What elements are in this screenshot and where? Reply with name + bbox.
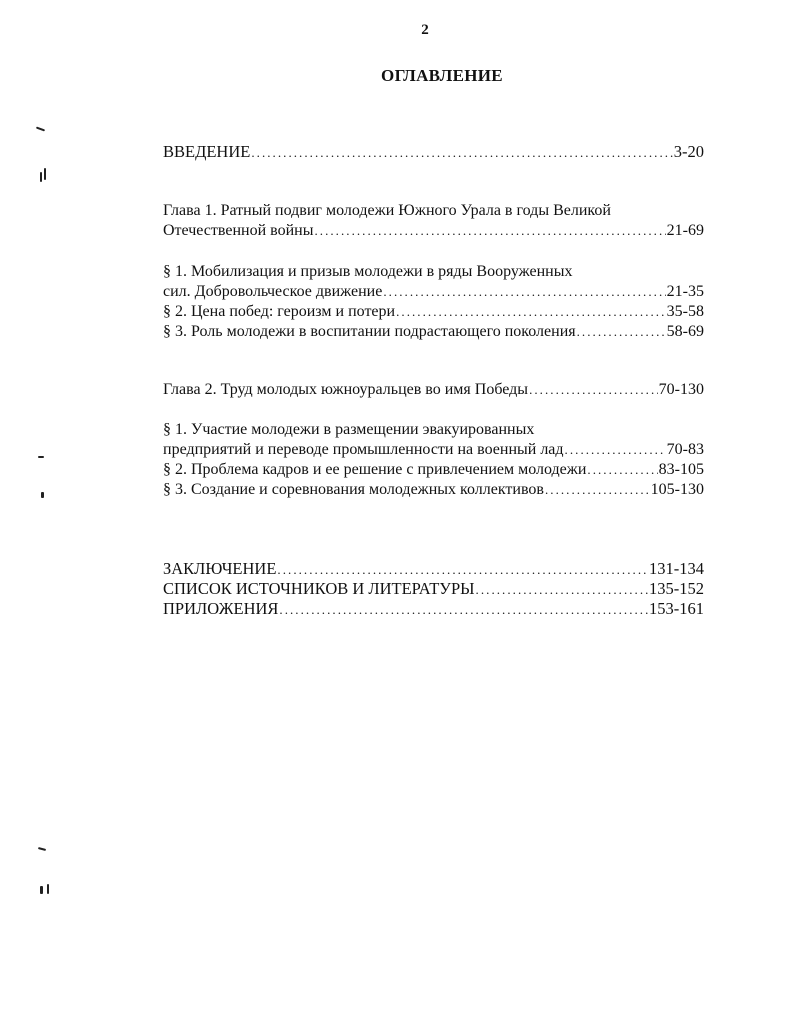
section-2-2-pages: 83-105 [658,461,704,478]
scan-speck [40,172,42,182]
section-1-1-pages: 21-35 [666,283,704,300]
sources-label: СПИСОК ИСТОЧНИКОВ И ЛИТЕРАТУРЫ [163,579,475,598]
chapter-1-title-line-2: Отечественной войны [163,222,314,239]
chapter-2-title: Глава 2. Труд молодых южноуральцев во имя Победы [163,381,529,398]
toc-intro [163,142,704,162]
leader-dots [396,302,666,322]
section-2-2-title: § 2. Проблема кадров и ее решение с привлечением молодежи [163,461,587,478]
section-2-3-title: § 3. Создание и соревнования молодежных коллективов [163,481,544,498]
section-1-1-line-2: сил. Добровольческое движение [163,283,383,300]
scan-speck [44,168,46,180]
leader-dots [577,322,666,342]
leader-dots [279,600,648,620]
chapter-1-pages: 21-69 [666,222,704,239]
toc-chapter-1-sections [163,262,704,342]
page-title: ОГЛАВЛЕНИЕ [381,66,503,85]
leader-dots [251,143,672,163]
conclusion-pages: 131-134 [649,559,704,578]
scan-speck [41,492,44,498]
section-2-1-pages: 70-83 [666,441,704,458]
appendices-label: ПРИЛОЖЕНИЯ [163,599,279,618]
scan-speck [47,884,49,894]
leader-dots [545,480,650,500]
toc-chapter-1 [163,201,704,241]
chapter-2-pages: 70-130 [658,381,704,398]
section-1-2-title: § 2. Цена побед: героизм и потери [163,303,396,320]
leader-dots [529,380,658,400]
toc-chapter-2-sections [163,420,704,500]
leader-dots [587,460,657,480]
sources-pages: 135-152 [649,579,704,598]
section-2-3-pages: 105-130 [650,481,704,498]
leader-dots [565,440,666,460]
scan-speck [40,886,43,894]
section-2-1-line-2: предприятий и переводе промышленности на военный лад [163,441,564,458]
intro-label: ВВЕДЕНИЕ [163,142,251,161]
section-1-3-title: § 3. Роль молодежи в воспитании подрастающего поколения [163,323,576,340]
leader-dots [277,560,648,580]
scan-speck [36,127,45,132]
leader-dots [314,221,665,241]
conclusion-label: ЗАКЛЮЧЕНИЕ [163,559,277,578]
section-1-3-pages: 58-69 [666,323,704,340]
scan-speck [38,456,44,458]
toc-back-matter [163,559,704,619]
toc-chapter-2 [163,380,704,400]
appendices-pages: 153-161 [649,599,704,618]
section-2-1-line-1: § 1. Участие молодежи в размещении эвакуированных [163,421,535,438]
leader-dots [383,282,665,302]
scan-speck [38,847,46,851]
page-number: 2 [421,22,429,38]
section-1-2-pages: 35-58 [666,303,704,320]
intro-pages: 3-20 [673,142,704,161]
section-1-1-line-1: § 1. Мобилизация и призыв молодежи в ряды Вооруженных [163,263,573,280]
chapter-1-title-line-1: Глава 1. Ратный подвиг молодежи Южного Урала в годы Великой [163,202,611,219]
leader-dots [476,580,648,600]
